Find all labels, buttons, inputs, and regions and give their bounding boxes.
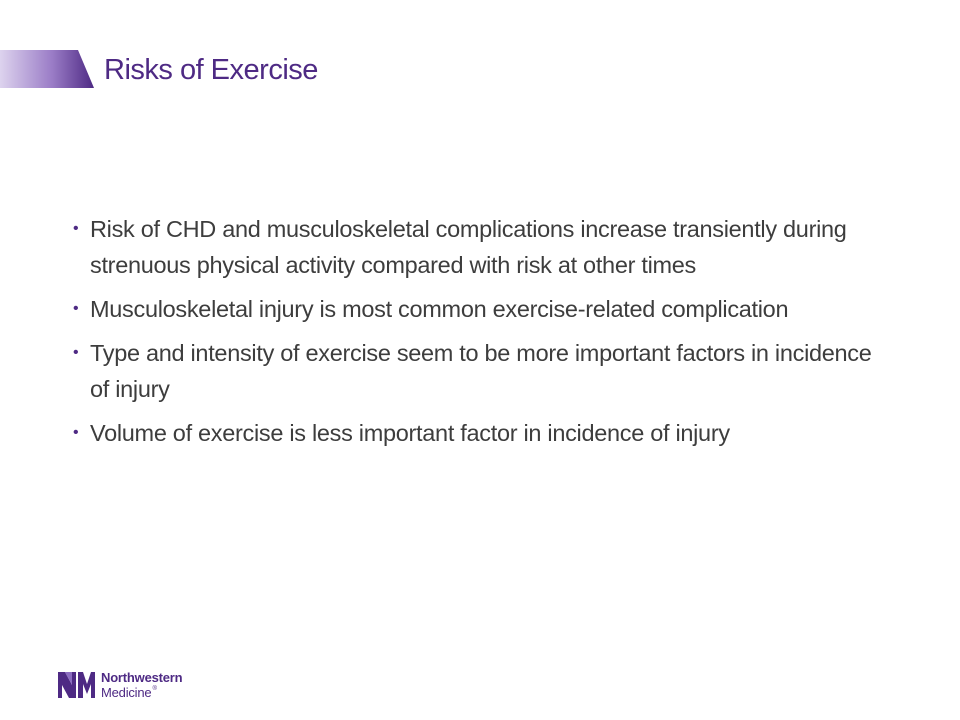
- bullet-item: [70, 211, 890, 283]
- bullet-text: Risk of CHD and musculoskeletal complications increase transiently during strenuous physical activity compared with risk at other times: [90, 216, 847, 278]
- bullet-dot: •: [73, 220, 79, 237]
- bullet-text: Volume of exercise is less important factor in incidence of injury: [90, 420, 730, 446]
- bullet-dot: •: [73, 344, 79, 361]
- bullet-item: [70, 335, 890, 407]
- registered-mark: ®: [152, 686, 157, 692]
- bullet-text: Musculoskeletal injury is most common exercise-related complication: [90, 296, 789, 322]
- bullet-item: [70, 291, 890, 327]
- northwestern-medicine-logo: [56, 669, 182, 701]
- bullet-text: Type and intensity of exercise seem to be more important factors in incidence of injury: [90, 340, 872, 402]
- logo-line-northwestern: Northwestern: [101, 670, 183, 685]
- slide-title: Risks of Exercise: [104, 54, 318, 86]
- bullet-dot: •: [73, 300, 79, 317]
- bullet-dot: •: [73, 424, 79, 441]
- logo-wordmark: [101, 671, 182, 699]
- title-accent-bar: [0, 50, 94, 88]
- logo-line-medicine: [101, 686, 182, 699]
- logo-medicine-text: Medicine: [101, 685, 152, 700]
- bullet-item: [70, 415, 890, 451]
- bullet-list: [70, 211, 890, 459]
- nm-monogram-icon: [56, 670, 96, 700]
